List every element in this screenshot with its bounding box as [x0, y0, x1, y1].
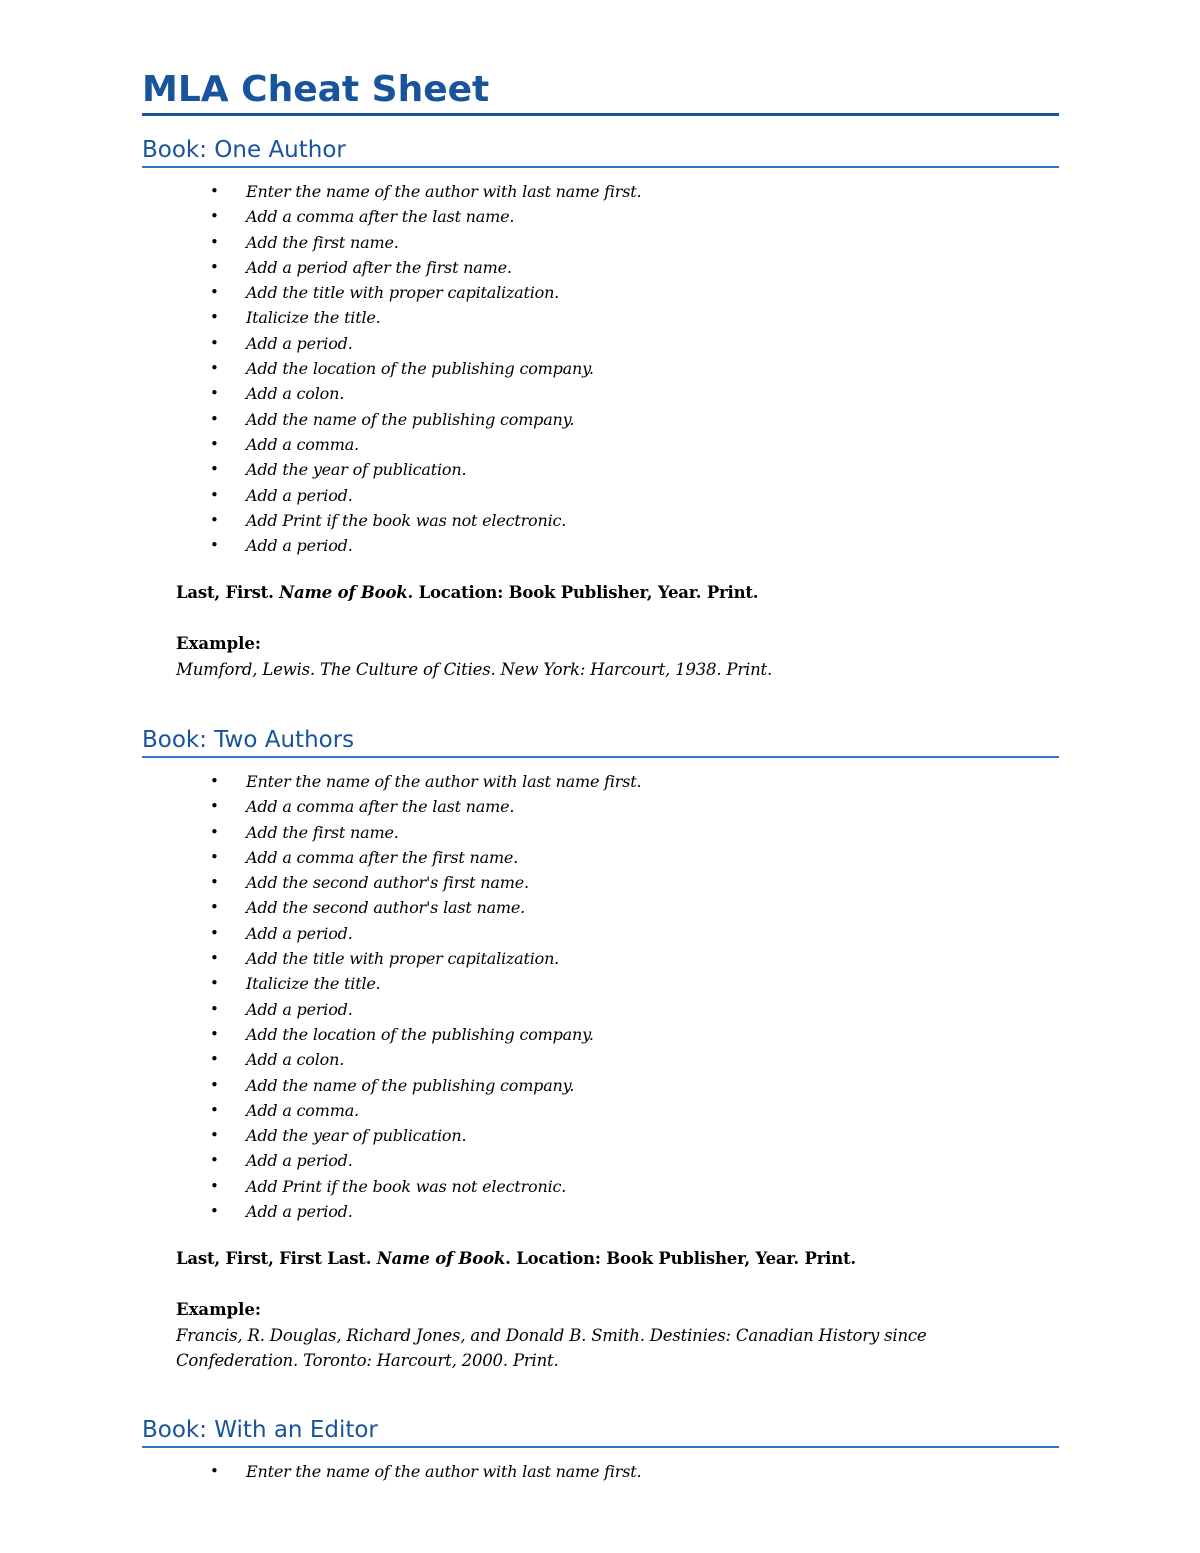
citation-format — [176, 580, 758, 606]
bullet-icon: • — [210, 232, 219, 251]
section-heading: Book: Two Authors — [142, 727, 355, 753]
bullet-icon: • — [210, 1151, 219, 1170]
bullet-icon: • — [210, 873, 219, 892]
bullet-icon: • — [210, 1024, 219, 1043]
list-item — [0, 533, 641, 558]
list-item — [0, 432, 641, 457]
list-item-text: Add the year of publication. — [246, 460, 467, 480]
example-text: Mumford, Lewis. The Culture of Cities. New York: Harcourt, 1938. Print. — [176, 660, 772, 679]
list-item-text: Add a comma after the last name. — [246, 797, 515, 817]
list-item — [0, 356, 641, 381]
format-italic-title: Name of Book — [279, 583, 408, 602]
list-item-text: Add the name of the publishing company. — [246, 409, 575, 429]
example-label: Example: — [176, 634, 261, 653]
list-item — [0, 230, 641, 255]
list-item — [0, 971, 641, 996]
format-italic-title: Name of Book — [376, 1249, 506, 1268]
list-item — [0, 845, 641, 870]
list-item — [0, 1098, 641, 1123]
list-item — [0, 1199, 641, 1224]
list-item — [0, 946, 641, 971]
list-item-text: Enter the name of the author with last name first. — [246, 772, 642, 791]
step-list — [0, 1459, 641, 1484]
title-rule — [142, 113, 1059, 116]
bullet-icon: • — [210, 974, 219, 993]
list-item — [0, 769, 641, 794]
bullet-icon: • — [210, 485, 219, 504]
list-item-text: Add Print if the book was not electronic. — [246, 1176, 567, 1196]
format-prefix: Last, First. — [176, 583, 280, 602]
bullet-icon: • — [210, 999, 219, 1018]
bullet-icon: • — [210, 1075, 219, 1094]
list-item-text: Add the name of the publishing company. — [246, 1075, 575, 1095]
list-item-text: Add a period after the first name. — [246, 257, 512, 277]
list-item — [0, 921, 641, 946]
list-item-text: Add the year of publication. — [246, 1126, 467, 1146]
section-heading: Book: One Author — [142, 137, 346, 163]
page-title: MLA Cheat Sheet — [142, 69, 490, 110]
list-item-text: Add a period. — [246, 333, 353, 353]
list-item-text: Add Print if the book was not electronic. — [246, 510, 567, 530]
list-item-text: Enter the name of the author with last name first. — [246, 1462, 642, 1481]
list-item — [0, 895, 641, 920]
list-item — [0, 1459, 641, 1484]
list-item-text: Add the first name. — [246, 822, 399, 842]
list-item — [0, 508, 641, 533]
format-prefix: Last, First, First Last. — [176, 1249, 377, 1268]
bullet-icon: • — [210, 359, 219, 378]
bullet-icon: • — [210, 257, 219, 276]
list-item — [0, 1022, 641, 1047]
list-item-text: Add a period. — [246, 536, 353, 556]
bullet-icon: • — [210, 923, 219, 942]
example-label: Example: — [176, 1300, 261, 1319]
section-rule — [142, 1446, 1059, 1448]
list-item — [0, 331, 641, 356]
bullet-icon: • — [210, 1176, 219, 1195]
list-item-text: Add a comma. — [246, 1100, 359, 1120]
section-rule — [142, 166, 1059, 168]
bullet-icon: • — [210, 1050, 219, 1069]
format-suffix: . Location: Book Publisher, Year. Print. — [505, 1249, 856, 1268]
list-item-text: Add the title with proper capitalization. — [246, 283, 560, 303]
list-item — [0, 381, 641, 406]
format-suffix: . Location: Book Publisher, Year. Print. — [407, 583, 759, 602]
bullet-icon: • — [210, 182, 219, 200]
list-item — [0, 1174, 641, 1199]
bullet-icon: • — [210, 384, 219, 403]
bullet-icon: • — [210, 1100, 219, 1119]
bullet-icon: • — [210, 536, 219, 555]
list-item-text: Add a period. — [246, 485, 353, 505]
list-item — [0, 204, 641, 229]
list-item — [0, 407, 641, 432]
bullet-icon: • — [210, 1462, 219, 1480]
list-item — [0, 483, 641, 508]
list-item-text: Add a period. — [246, 1202, 353, 1222]
list-item-text: Add a period. — [246, 1151, 353, 1171]
list-item — [0, 1123, 641, 1148]
list-item-text: Add a colon. — [246, 384, 345, 404]
bullet-icon: • — [210, 772, 219, 790]
list-item-text: Add the first name. — [246, 232, 399, 252]
bullet-icon: • — [210, 434, 219, 453]
list-item — [0, 1047, 641, 1072]
bullet-icon: • — [210, 409, 219, 428]
step-list — [0, 769, 641, 1224]
list-item-text: Italicize the title. — [246, 308, 381, 328]
list-item-text: Add the title with proper capitalization. — [246, 949, 560, 969]
list-item-text: Add the location of the publishing company. — [246, 359, 594, 379]
bullet-icon: • — [210, 949, 219, 968]
section-rule — [142, 756, 1059, 758]
section-heading: Book: With an Editor — [142, 1417, 378, 1443]
bullet-icon: • — [210, 308, 219, 327]
list-item — [0, 457, 641, 482]
list-item-text: Enter the name of the author with last name first. — [246, 182, 642, 201]
bullet-icon: • — [210, 207, 219, 226]
bullet-icon: • — [210, 333, 219, 352]
list-item — [0, 280, 641, 305]
bullet-icon: • — [210, 1202, 219, 1221]
list-item-text: Add a period. — [246, 999, 353, 1019]
bullet-icon: • — [210, 822, 219, 841]
list-item — [0, 255, 641, 280]
bullet-icon: • — [210, 797, 219, 816]
list-item-text: Add a comma. — [246, 434, 359, 454]
bullet-icon: • — [210, 460, 219, 479]
list-item-text: Add a colon. — [246, 1050, 345, 1070]
list-item — [0, 1148, 641, 1173]
bullet-icon: • — [210, 283, 219, 302]
bullet-icon: • — [210, 510, 219, 529]
bullet-icon: • — [210, 847, 219, 866]
list-item-text: Add a period. — [246, 923, 353, 943]
list-item-text: Add the location of the publishing company. — [246, 1024, 594, 1044]
list-item-text: Italicize the title. — [246, 974, 381, 994]
list-item — [0, 305, 641, 330]
example-text: Francis, R. Douglas, Richard Jones, and Donald B. Smith. Destinies: Canadian History since Confederation. Toronto: Harcourt, 2000. Print. — [176, 1326, 927, 1371]
list-item — [0, 794, 641, 819]
list-item-text: Add a comma after the first name. — [246, 847, 519, 867]
list-item — [0, 870, 641, 895]
list-item — [0, 179, 641, 204]
bullet-icon: • — [210, 898, 219, 917]
list-item — [0, 820, 641, 845]
list-item-text: Add a comma after the last name. — [246, 207, 515, 227]
list-item-text: Add the second author's first name. — [246, 873, 529, 893]
list-item-text: Add the second author's last name. — [246, 898, 526, 918]
citation-format — [176, 1246, 856, 1272]
step-list — [0, 179, 641, 558]
bullet-icon: • — [210, 1126, 219, 1145]
list-item — [0, 1073, 641, 1098]
list-item — [0, 997, 641, 1022]
